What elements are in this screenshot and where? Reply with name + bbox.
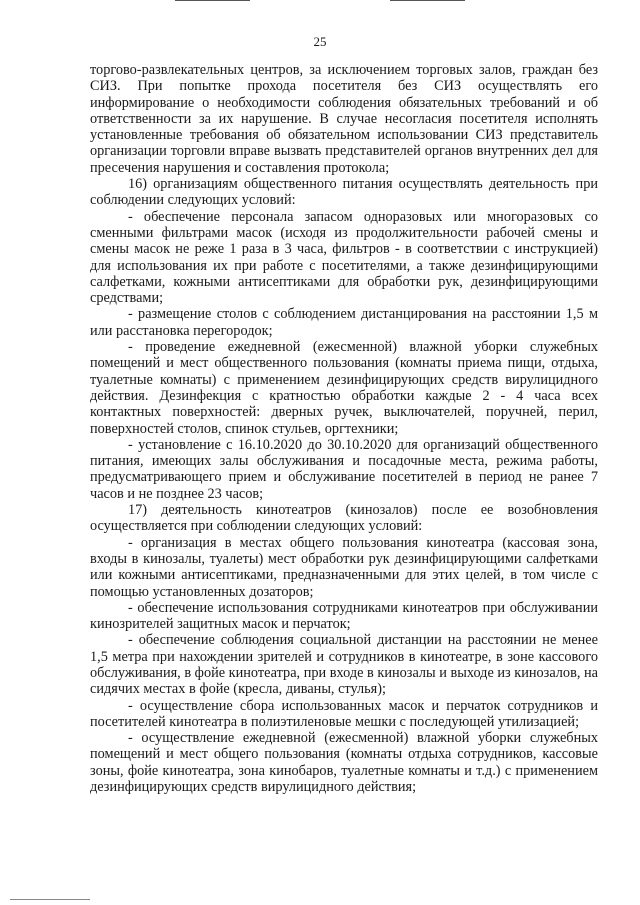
top-divider-right <box>390 0 465 1</box>
top-divider-left <box>175 0 250 1</box>
paragraph: - обеспечение персонала запасом одноразовых или многоразовых со сменными фильтрами масок (исходя из продолжительности рабочей смены и смены масок не реже 1 раза в 3 часа, фильтров - в соответствии с инструкцией) для использования их при работе с посетителями, а также дезинфицирующими салфетками, кожными антисептиками для обработки рук, дезинфицирующими средствами; <box>90 208 598 307</box>
paragraph: 17) деятельность кинотеатров (кинозалов) после ее возобновления осуществляется при соблюдении следующих условий: <box>90 502 598 535</box>
paragraph: - обеспечение использования сотрудниками кинотеатров при обслуживании кинозрителей защитных масок и перчаток; <box>90 599 598 633</box>
paragraph: торгово-развлекательных центров, за исключением торговых залов, граждан без СИЗ. При попытке прохода посетителя без СИЗ осуществлять его информирование о необходимости соблюдения обязательных требований и об ответственности за их нарушение. В случае несогласия посетителя исполнять установленные требования об обязательном использовании СИЗ представитель организации торговли вправе вызвать представителей органов внутренних дел для пресечения нарушения и составления протокола; <box>90 62 598 176</box>
page-number: 25 <box>313 34 327 49</box>
paragraph: - организация в местах общего пользования кинотеатра (кассовая зона, входы в кинозалы, туалеты) мест обработки рук дезинфицирующими салфетками или кожными антисептиками, предназначенными для этих целей, в том числе с помощью установленных дозаторов; <box>90 534 598 600</box>
paragraph: - осуществление ежедневной (ежесменной) влажной уборки служебных помещений и мест общего пользования (комнаты отдыха сотрудников, кассовые зоны, фойе кинотеатра, зона кинобаров, туалетные комнаты и т.д.) с применением дезинфицирующих средств вирулицидного действия; <box>90 730 598 796</box>
paragraph: - обеспечение соблюдения социальной дистанции на расстоянии не менее 1,5 метра при нахождении зрителей и сотрудников в кинотеатре, в зоне кассового обслуживания, в фойе кинотеатра, при входе в кинозалы и выходе из кинозалов, на сидячих местах в фойе (кресла, диваны, стулья); <box>90 632 598 698</box>
document-body <box>90 62 598 795</box>
paragraph: - установление с 16.10.2020 до 30.10.2020 для организаций общественного питания, имеющих залы обслуживания и посадочные места, режима работы, предусматривающего прием и обслуживание посетителей в период не ранее 7 часов и не позднее 23 часов; <box>90 436 598 502</box>
paragraph: 16) организациям общественного питания осуществлять деятельность при соблюдении следующих условий: <box>90 176 598 209</box>
paragraph: - проведение ежедневной (ежесменной) влажной уборки служебных помещений и мест общественного пользования (комнаты приема пищи, отдыха, туалетные комнаты) с применением дезинфицирующих средств вирулицидного действия. Дезинфекция с кратностью обработки каждые 2 - 4 часа всех контактных поверхностей: дверных ручек, выключателей, поручней, перил, поверхностей столов, спинок стульев, оргтехники; <box>90 339 598 437</box>
paragraph: - размещение столов с соблюдением дистанцирования на расстоянии 1,5 м или расстановка перегородок; <box>90 306 598 339</box>
paragraph: - осуществление сбора использованных масок и перчаток сотрудников и посетителей кинотеатра в полиэтиленовые мешки с последующей утилизацией; <box>90 697 598 730</box>
bottom-divider <box>10 899 90 900</box>
